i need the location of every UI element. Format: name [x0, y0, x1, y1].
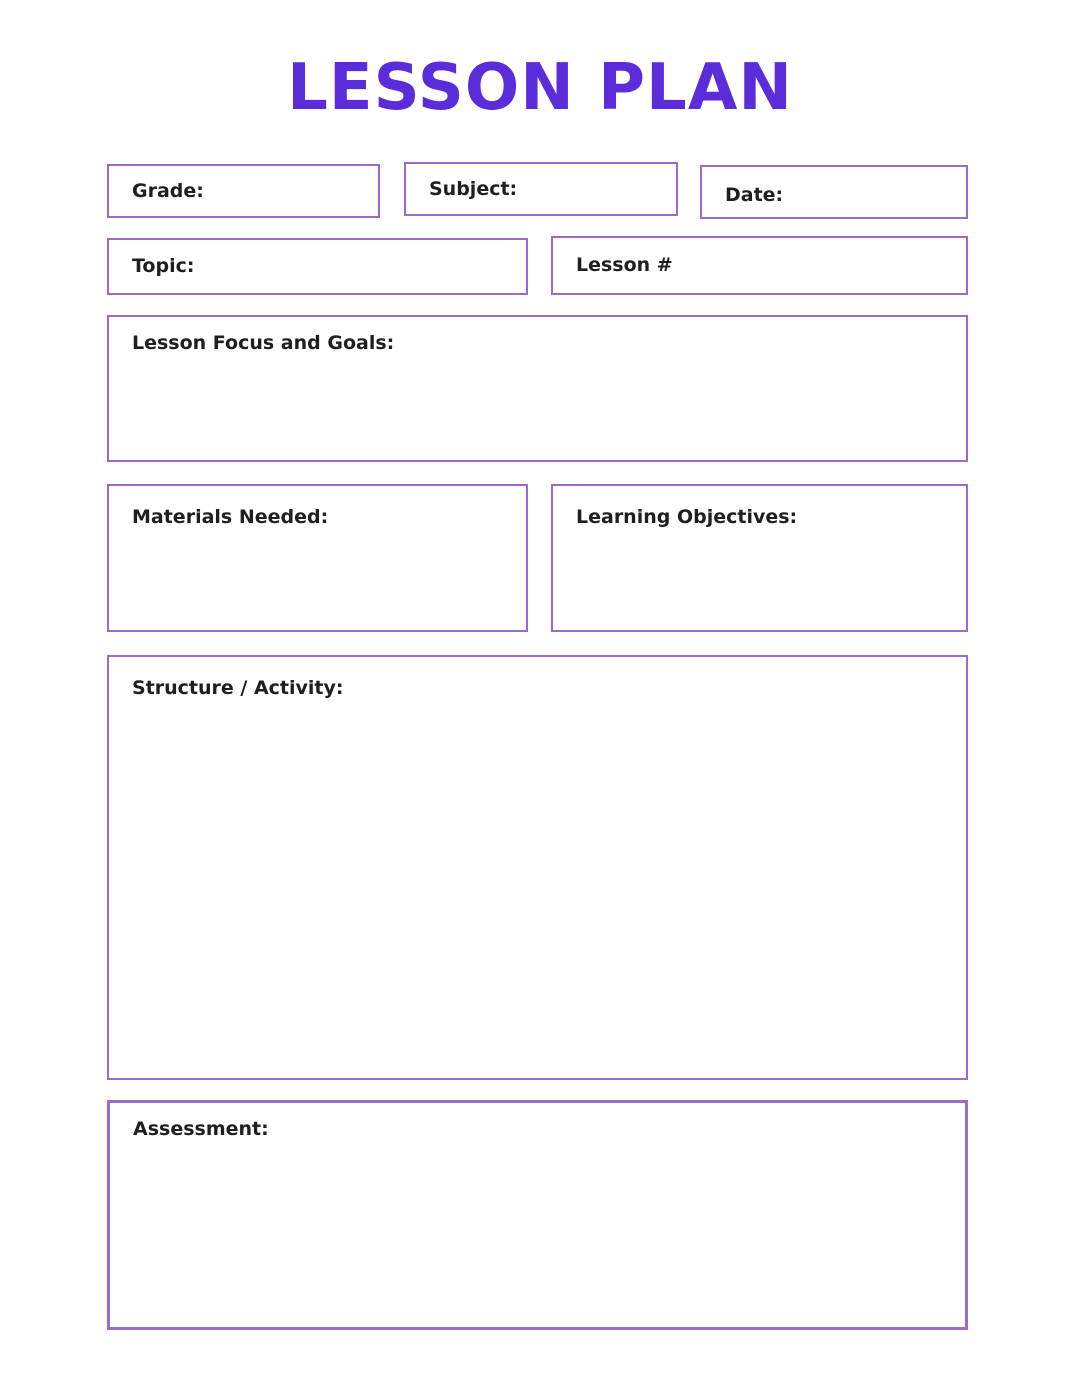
materials-needed-field[interactable]: [107, 484, 528, 632]
date-field[interactable]: [700, 165, 968, 219]
grade-field[interactable]: [107, 164, 380, 218]
date-label: Date:: [725, 183, 784, 206]
lesson-focus-goals-field[interactable]: [107, 315, 968, 462]
assessment-label: Assessment:: [133, 1118, 269, 1140]
topic-field[interactable]: [107, 238, 528, 295]
subject-label: Subject:: [429, 177, 518, 200]
structure-activity-label: Structure / Activity:: [132, 677, 344, 699]
lesson-number-field[interactable]: [551, 236, 968, 295]
subject-field[interactable]: [404, 162, 678, 216]
lesson-focus-goals-label: Lesson Focus and Goals:: [132, 332, 395, 354]
topic-label: Topic:: [132, 255, 195, 278]
page-title: LESSON PLAN: [287, 51, 793, 125]
grade-label: Grade:: [132, 179, 204, 202]
assessment-field[interactable]: [107, 1100, 968, 1330]
lesson-number-label: Lesson #: [576, 254, 673, 277]
learning-objectives-label: Learning Objectives:: [576, 506, 798, 528]
structure-activity-field[interactable]: [107, 655, 968, 1080]
materials-needed-label: Materials Needed:: [132, 506, 329, 528]
learning-objectives-field[interactable]: [551, 484, 968, 632]
